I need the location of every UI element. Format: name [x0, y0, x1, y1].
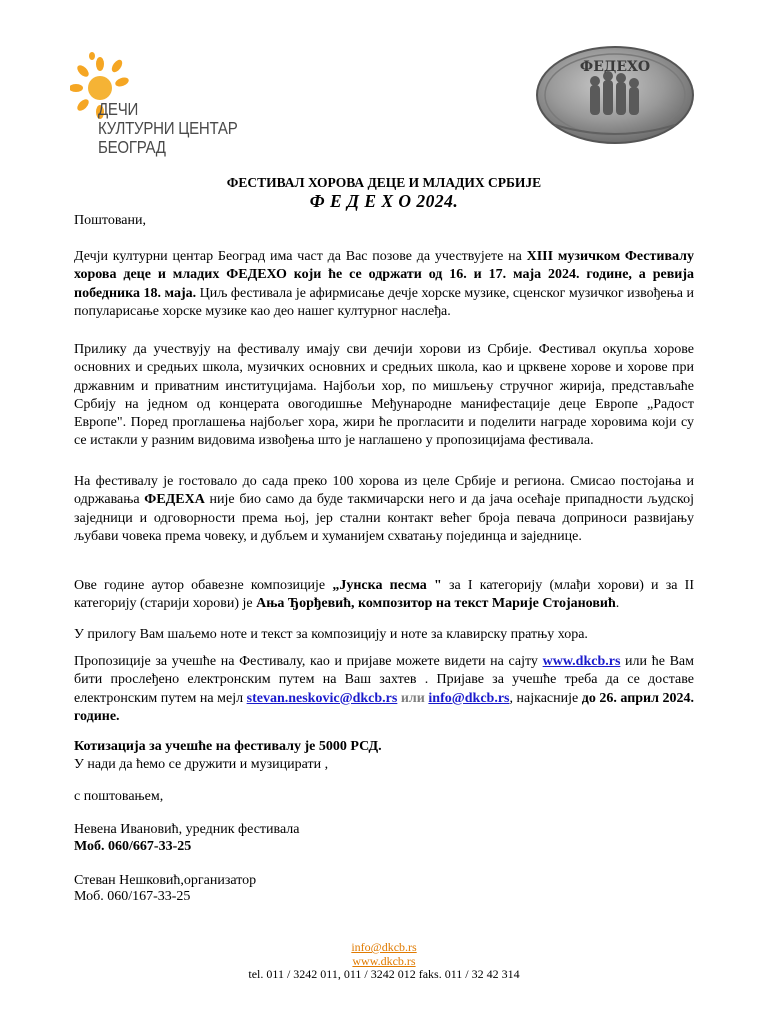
p1-text-2: Циљ фестивала је афирмисање дечје хорске музике, сценског музичког извођења и популарисање хорске музике као део нашег културног наслеђа.	[74, 285, 694, 319]
logo-line-1: ДЕЧИ	[98, 99, 139, 119]
signature-2-phone: Моб. 060/167-33-25	[74, 889, 191, 904]
paragraph-history	[74, 473, 694, 546]
salutation: Поштовани,	[74, 213, 146, 228]
footer-email-link[interactable]: info@dkcb.rs	[351, 940, 417, 954]
paragraph-fee	[74, 738, 694, 775]
paragraph-invitation	[74, 248, 694, 321]
closing: с поштовањем,	[74, 789, 164, 804]
paragraph-participation: Прилику да учествују на фестивалу имају сви дечији хорови из Србије. Фестивал окупља хорове основних и средњих школа, музичких основних и средњих школа, као и црквене хорове и хорове при државним и приватним институцијама. Најбољи хор, по мишљењу стручног жирија, представљаће Србију на једном од концерата овогодишње Међународне манифестације деце Европе „Радост Европе". Поред проглашења најбољег хора, жири ће прогласити и поделити награде хоровима који су се истакли у разним видовима извођења што је наглашено у пропозицијама фестивала.	[74, 342, 694, 449]
logo-text	[98, 100, 237, 157]
p3-text-1: На фестивалу је гостовало до сада преко 100 хорова из целе Србије и региона. Смисао постојања и одржавања	[74, 474, 694, 508]
signature-2-name: Стеван Нешковић,организатор	[74, 873, 257, 888]
website-link[interactable]: www.dkcb.rs	[542, 654, 621, 669]
p4-text-3: .	[615, 596, 620, 612]
p6-deadline: до 26. април 2024. године.	[74, 690, 694, 724]
stevan-email-link[interactable]: stevan.neskovic@dkcb.rs	[246, 690, 398, 706]
festival-title: ФЕСТИВАЛ ХОРОВА ДЕЦЕ И МЛАДИХ СРБИЈЕ	[226, 175, 542, 190]
fedeho-medal-image	[535, 45, 695, 145]
p4-text-1: Ове године аутор обавезне композиције	[74, 578, 333, 593]
p6-text-2: или ће Вам бити прослеђено електронским путем на Ваш захтев . Пријаве за учешће треба да се доставе електронским путем на мејл	[74, 654, 694, 706]
p4-text-2: за I категорију (млађи хорови) и за II категорију (старији хорови) је	[74, 578, 695, 612]
medal-text: ФЕДЕХО	[579, 59, 651, 75]
fee-text: Котизација за учешће на фестивалу је 5000 РСД.	[74, 739, 382, 754]
p1-bold-1: XIII музичком Фестивалу хорова деце и младих ФЕДЕХО који ће се одржати од 16. и 17. маја 2024. године, а ревија победника 18. маја.	[74, 249, 694, 301]
footer-web-link[interactable]: www.dkcb.rs	[352, 954, 416, 968]
p4-bold-2: Ања Ђорђевић, композитор на текст Марије Стојановић	[256, 596, 616, 612]
paragraph-composition	[74, 577, 694, 614]
info-email-link[interactable]: info@dkcb.rs	[428, 690, 510, 706]
p4-bold-1: „Јунска песма "	[332, 578, 442, 593]
paragraph-attachment: У прилогу Вам шаљемо ноте и текст за композицију и ноте за клавирску пратњу хора.	[74, 627, 588, 642]
logo-line-2: КУЛТУРНИ ЦЕНТАР	[98, 118, 238, 138]
signature-1-name: Невена Ивановић, уредник фестивала	[74, 822, 300, 837]
p6-or: или	[397, 690, 429, 706]
signature-1-phone: Моб. 060/667-33-25	[74, 839, 192, 854]
footer-contact: tel. 011 / 3242 011, 011 / 3242 012 faks. 011 / 32 42 314	[248, 967, 520, 981]
p3-text-2: није био само да буде такмичарски него и да јача осећаје припадности људској заједници и одговорности према њој, јер стални контакт већег броја певача доприноси развијању љубави човека према човеку, и дубљем и хуманијем схватању појединца и заједнице.	[74, 492, 695, 544]
p1-text-1: Дечји културни центар Београд има част да Вас позове да учествујете на	[74, 249, 527, 264]
paragraph-application	[74, 653, 694, 726]
festival-subtitle: Ф Е Д Е Х О 2024.	[309, 191, 459, 211]
p6-text-3: , најкасније	[509, 690, 582, 706]
logo-line-3: БЕОГРАД	[98, 137, 166, 157]
p6-text-1: Пропозиције за учешће на Фестивалу, као и пријаве можете видети на сајту	[74, 654, 543, 669]
p3-bold-1: ФЕДЕХА	[144, 492, 205, 508]
hope-text: У нади да ћемо се дружити и музицирати ,	[74, 757, 329, 773]
